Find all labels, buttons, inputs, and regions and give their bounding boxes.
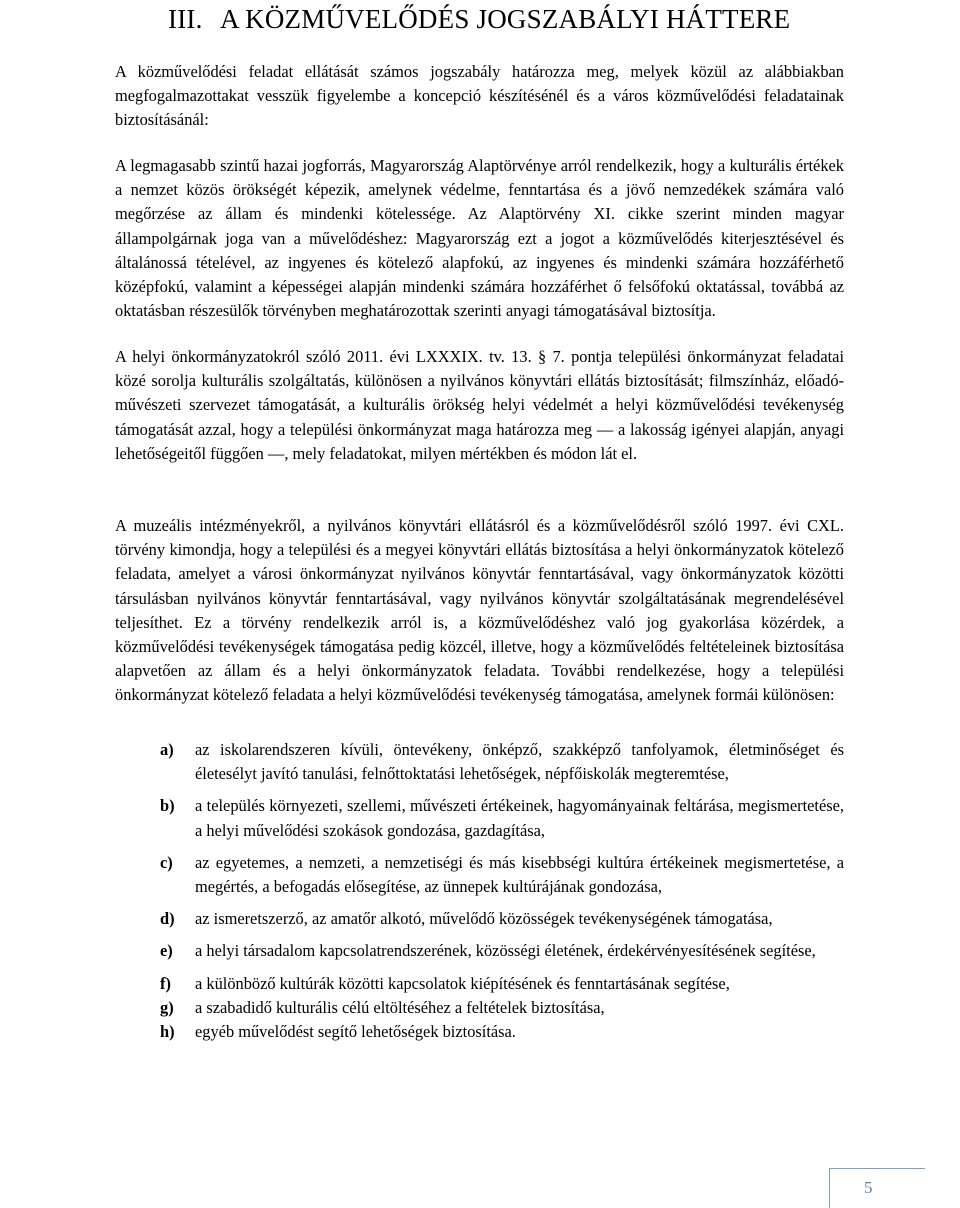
list-item-text: egyéb művelődést segítő lehetőségek biztosítása. bbox=[195, 1022, 516, 1042]
list-item-text: a szabadidő kulturális célú eltöltéséhez a feltételek biztosítása, bbox=[195, 997, 605, 1017]
list-item bbox=[160, 794, 844, 842]
list-item bbox=[160, 996, 844, 1020]
list-item-text: az egyetemes, a nemzeti, a nemzetiségi és más kisebbségi kultúra értékeinek megismertetése, a megértés, a befogadás elősegítése, az ünnepek kultúrájának gondozása, bbox=[195, 852, 844, 897]
list-item-marker: b) bbox=[160, 796, 175, 816]
local-government-paragraph: A helyi önkormányzatokról szóló 2011. évi LXXXIX. tv. 13. § 7. pontja települési önkormányzat feladatai közé sorolja kulturális szolgáltatás, különösen a nyilvános könyvtári ellátás biztosítását; filmszínház, előadó-művészeti szervezet támogatását, a kulturális örökség helyi védelmét a helyi közművelődési tevékenység támogatását azzal, hogy a települési önkormányzat maga határozza meg — a lakosság igényei alapján, anyagi lehetőségeitől függően —, mely feladatokat, milyen mértékben és módon lát el. bbox=[115, 347, 844, 463]
list-item-marker: a) bbox=[160, 740, 174, 759]
museum-library-paragraph: A muzeális intézményekről, a nyilvános könyvtári ellátásról és a közművelődésről szóló 1997. évi CXL. törvény kimondja, hogy a települési és a megyei könyvtári ellátás biztosítása a helyi önkormányzatok kötelező feladata, amelyet a városi önkormányzat nyilvános könyvtár fenntartásával, vagy önkormányzatok közötti társulásban nyilvános könyvtár fenntartásával, vagy nyilvános könyvtár szolgáltatásának megrendelésével teljesíthet. Ez a törvény rendelkezik arról is, a közművelődéshez való jog gyakorlása közérdek, a közművelődési tevékenységek támogatása pedig közcél, illetve, hogy a közművelődés feltételeinek biztosítása alapvetően az állam és a helyi önkormányzatok feladata. További rendelkezése, hogy a települési önkormányzat kötelező feladata a helyi közművelődési tevékenység támogatása, amelynek formái különösen: bbox=[115, 516, 844, 705]
list-item-text: az iskolarendszeren kívüli, öntevékeny, önképző, szakképző tanfolyamok, életminőséget és életesélyt javító tanulási, felnőttoktatási lehetőségek, népfőiskolák megteremtése, bbox=[195, 740, 844, 784]
constitution-paragraph: A legmagasabb szintű hazai jogforrás, Magyarország Alaptörvénye arról rendelkezik, hogy a kulturális értékek a nemzet közös örökségét képezik, amelynek védelme, fenntartása és a jövő nemzedékek számára való megőrzése az állam és mindenki kötelessége. Az Alaptörvény XI. cikke szerint minden magyar állampolgárnak joga van a művelődéshez: Magyarország ezt a jogot a közművelődés kiterjesztésével és általánossá tételével, az ingyenes és kötelező alapfokú, az ingyenes és mindenki számára hozzáférhető középfokú, valamint a képességei alapján mindenki számára hozzáférhet ő felsőfokú oktatással, továbbá az oktatásban részesülők törvényben meghatározottak szerinti anyagi támogatásával biztosítja. bbox=[115, 156, 844, 321]
document-page bbox=[115, 0, 844, 1042]
list-item-marker: d) bbox=[160, 909, 175, 929]
support-forms-list bbox=[160, 738, 844, 1044]
list-item-marker: c) bbox=[160, 852, 173, 872]
section-heading bbox=[168, 0, 844, 34]
list-item bbox=[160, 939, 844, 963]
list-item-marker: g) bbox=[160, 997, 174, 1017]
list-item-text: a helyi társadalom kapcsolatrendszerének, közösségi életének, érdekérvényesítésének segítése, bbox=[195, 941, 816, 961]
list-item bbox=[160, 851, 844, 899]
list-item bbox=[160, 1020, 844, 1044]
page-number: 5 bbox=[864, 1178, 873, 1197]
list-item-text: az ismeretszerző, az amatőr alkotó, művelődő közösségek tevékenységének támogatása, bbox=[195, 909, 773, 929]
list-item bbox=[160, 907, 844, 931]
section-title: A KÖZMŰVELŐDÉS JOGSZABÁLYI HÁTTERE bbox=[220, 4, 791, 34]
intro-paragraph: A közművelődési feladat ellátását számos jogszabály határozza meg, melyek közül az alábbiakban megfogalmazottakat vesszük figyelembe a koncepció készítésénél és a város közművelődési feladatainak biztosításánál: bbox=[115, 62, 844, 130]
list-item-marker: f) bbox=[160, 973, 171, 993]
section-number: III. bbox=[168, 4, 203, 34]
list-item-text: a település környezeti, szellemi, művészeti értékeinek, hagyományainak feltárása, megismertetése, a helyi művelődési szokások gondozása, gazdagítása, bbox=[195, 796, 844, 840]
list-item bbox=[160, 972, 844, 996]
list-item bbox=[160, 738, 844, 786]
list-item-text: a különböző kultúrák közötti kapcsolatok kiépítésének és fenntartásának segítése, bbox=[195, 973, 730, 993]
page-number-frame bbox=[829, 1168, 925, 1208]
list-item-marker: h) bbox=[160, 1022, 175, 1042]
list-item-marker: e) bbox=[160, 941, 173, 961]
